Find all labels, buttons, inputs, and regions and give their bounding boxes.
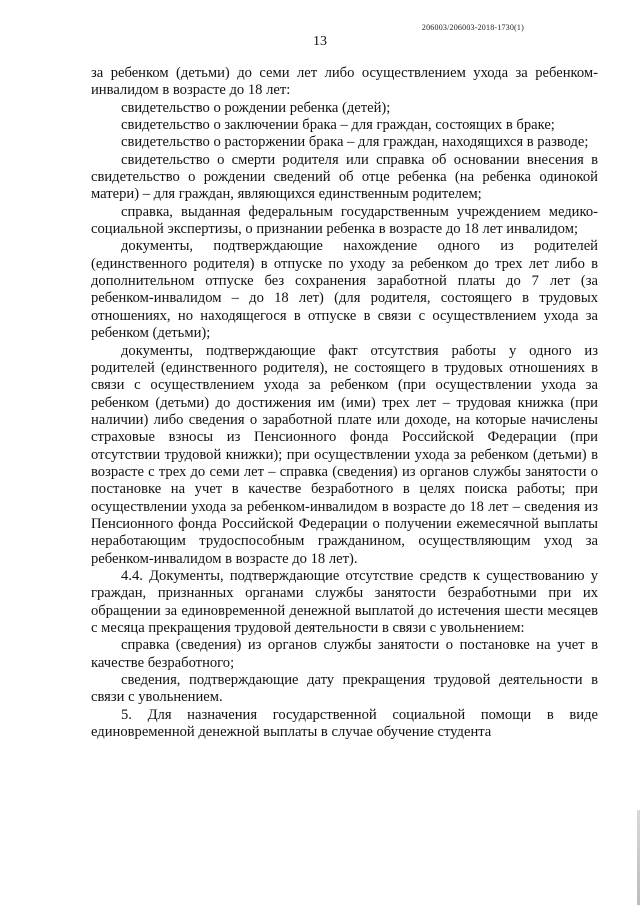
paragraph-death-certificate: свидетельство о смерти родителя или справка об основании внесения в свидетельство о рождении сведений об отце ребенка (на ребенка одинокой матери) – для граждан, являющихся единственным родителем;: [91, 151, 598, 203]
paragraph-no-work-documents: документы, подтверждающие факт отсутствия работы у одного из родителей (единственного родителя), не состоящего в трудовых отношениях в связи с осуществлением ухода за ребенком (при осуществлении ухода за ребенком (детьми) до достижения им (ими) трех лет – трудовая книжка (при наличии) либо сведения о заработной плате или доходе, на которые начислены страховые взносы из Пенсионного фонда Российской Федерации (при отсутствии трудовой книжки); при осуществлении ухода за ребенком (детьми) в возрасте с трех до семи лет – справка (сведения) из органов службы занятости о постановке на учет в качестве безработного в целях поиска работы; при осуществлении ухода за ребенком-инвалидом в возрасте до 18 лет – сведения из Пенсионного фонда Российской Федерации о получении ежемесячной выплаты неработающим трудоспособным гражданином, осуществляющим уход за ребенком-инвалидом в возрасте до 18 лет).: [91, 342, 598, 567]
page-number: 13: [313, 34, 327, 49]
document-body: [91, 65, 598, 741]
paragraph-employment-service-certificate: справка (сведения) из органов службы занятости о постановке на учет в качестве безработного;: [91, 637, 598, 671]
paragraph-section-5: 5. Для назначения государственной социальной помощи в виде единовременной денежной выплаты в случае обучение студента: [91, 706, 598, 741]
paragraph-disability-certificate: справка, выданная федеральным государственным учреждением медико-социальной экспертизы, о признании ребенка в возрасте до 18 лет инвалидом;: [91, 203, 598, 238]
paragraph-continuation: за ребенком (детьми) до семи лет либо осуществлением ухода за ребенком-инвалидом в возрасте до 18 лет:: [91, 65, 598, 99]
paragraph-leave-documents: документы, подтверждающие нахождение одного из родителей (единственного родителя) в отпуске по уходу за ребенком до трех лет либо в дополнительном отпуске без сохранения заработной платы до 7 лет (за ребенком-инвалидом – до 18 лет) (для родителя, состоящего в трудовых отношениях, но находящегося в отпуске в связи с осуществлением ухода за ребенком (детьми);: [91, 238, 598, 342]
paragraph-marriage-certificate: свидетельство о заключении брака – для граждан, состоящих в браке;: [121, 117, 555, 134]
paragraph-birth-certificate: свидетельство о рождении ребенка (детей);: [121, 99, 391, 116]
paragraph-divorce-certificate: свидетельство о расторжении брака – для граждан, находящихся в разводе;: [121, 134, 589, 151]
paragraph-section-4-4: 4.4. Документы, подтверждающие отсутствие средств к существованию у граждан, признанных органами службы занятости безработными при их обращении за единовременной денежной выплатой до истечения шести месяцев с месяца прекращения трудовой деятельности в связи с увольнением:: [91, 567, 598, 636]
document-code: 206003/206003-2018-1730(1): [421, 23, 524, 32]
paragraph-dismissal-date: сведения, подтверждающие дату прекращения трудовой деятельности в связи с увольнением.: [91, 672, 598, 706]
